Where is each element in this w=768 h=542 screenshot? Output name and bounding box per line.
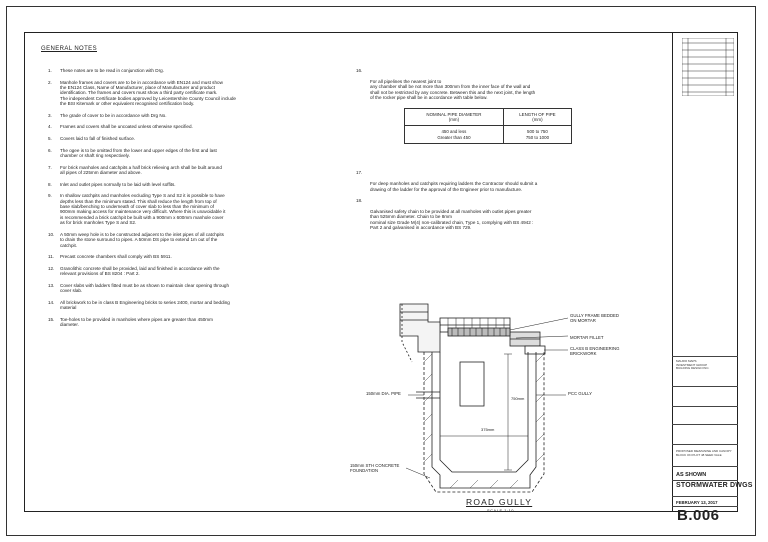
label-pcc-gully: PCC GULLY (568, 391, 593, 396)
rocker-pipe-table (404, 108, 572, 144)
note-number: 12. (48, 265, 55, 271)
note-text: For brick manholes and catchpits a half brick relieving arch shall be built around all pipes of 225mm diameter and above. (60, 164, 222, 175)
table-header-diameter: NOMINAL PIPE DIAMETER (mm) (405, 109, 504, 126)
note-number: 11. (48, 254, 55, 260)
note-item (48, 182, 338, 187)
title-block-divider (672, 480, 738, 481)
note-text: Covers laid to fall of finished surface. (60, 136, 136, 141)
note-number: 9. (48, 193, 52, 199)
note-item (48, 136, 338, 141)
note-number: 14. (48, 299, 55, 305)
note-number: 2. (48, 79, 52, 85)
general-notes-right (356, 68, 652, 231)
title-block-divider (672, 496, 738, 497)
label-foundation: 150mm STH CONCRETE FOUNDATION (350, 463, 400, 473)
note-item (48, 68, 338, 73)
note-item: 17. For deep manholes and catchpits requiring ladders the Contractor should submit a drawing of the ladder for the approval of the Engineer prior to manufacture. (356, 170, 538, 192)
note-item (48, 317, 338, 328)
table-cell-length: 500 to 750 750 to 1000 (503, 126, 571, 143)
note-number: 5. (48, 136, 52, 141)
note-item (48, 113, 338, 118)
note-text: In shallow catchpits and manholes excluding Type S and S2 it is possible to have depths less than the minimum stated. This shall reduce the length from top of base slab/benching to underneath of cover slab to less than the minimum of 900mm making access for maintenance very difficult. Where this is unavoidable it is recommended a brick catchpit be built with a 900mm x 600mm manhole cover as for brick manholes Type S and S2. (60, 193, 226, 226)
general-notes-left (48, 68, 338, 334)
note-text: The grade of cover to be in accordance with Drg No. (60, 112, 167, 118)
note-text: Frames and covers shall be uncoated unless otherwise specified. (60, 124, 193, 130)
note-item (48, 300, 338, 311)
note-number: 6. (48, 147, 52, 153)
title-block (672, 32, 738, 512)
label-width-dimension: 375mm (481, 427, 495, 432)
note-number: 7. (48, 164, 52, 170)
label-mortar-fillet: MORTAR FILLET (570, 335, 604, 340)
revision-table (682, 38, 734, 96)
note-text: Precast concrete chambers shall comply with BS 5911. (60, 254, 172, 260)
note-item (48, 254, 338, 259)
note-text: A 50mm weep hole is to be constructed adjacent to the inlet pipes of all catchpits to drain the stone surround to pipes. A 50mm DS pipe to extend 1m out of the catchpit. (60, 231, 224, 248)
drawing-date: FEBRUARY 13, 2017 (676, 500, 718, 505)
title-block-divider (672, 466, 738, 467)
note-text: Toe-holes to be provided in manholes where pipes are greater than 450mm diameter. (60, 316, 213, 328)
project-name: PROPOSED MEZZANINE AND CANOPY BLOCK ON PLOT 48 SEED VALE (676, 449, 732, 457)
note-item (48, 124, 338, 129)
label-gully-frame: GULLY FRAME BEDDED ON MORTAR (570, 313, 620, 323)
note-item: 18. Galvanised safety chain to be provided at all manholes with outlet pipes greater than 525mm diameter. Chain to be 8mm nominal size Grade M(4) non-calibrated chain, Type 1, complying with BS 4942 : Part 2 and galvanised in accordance with BS 729. (356, 198, 534, 231)
client-name: MAURO MAPS INVESTMENT GROUP BUILDING DESIGN INC. (676, 359, 710, 370)
label-brickwork: CLASS B ENGINEERING BRICKWORK (570, 346, 620, 356)
note-item (48, 80, 338, 107)
general-notes-heading: GENERAL NOTES (41, 46, 97, 52)
drawing-name: STORMWATER DWGS (676, 482, 753, 489)
note-text: These notes are to be read in conjunction with Drg. (60, 68, 164, 73)
note-item (48, 148, 338, 159)
note-item (48, 283, 338, 294)
note-item (48, 232, 338, 248)
title-block-divider (672, 406, 738, 407)
note-number: 10. (48, 231, 55, 237)
label-pipe: 150mm DIA. PIPE (366, 391, 401, 396)
table-cell-diameter: 450 and less Greater than 450 (405, 126, 504, 143)
note-number: 3. (48, 112, 52, 118)
note-text: Cover slabs with ladders fitted must be as shown to maintain clear opening through cover slab. (60, 282, 230, 294)
road-gully-section-drawing (340, 292, 660, 512)
table-header-length: LENGTH OF PIPE (mm) (503, 109, 571, 126)
note-number: 4. (48, 124, 52, 130)
note-text: Inlet and outlet pipes normally to be laid with level soffits. (60, 181, 176, 187)
note-item (48, 266, 338, 277)
drawing-scale: SCALE 1:10 (487, 508, 515, 513)
note-item (48, 193, 338, 225)
note-text: The ogee is to be omitted from the lower and upper edges of the first and last chamber or shaft ring respectively. (60, 147, 217, 158)
note-number: 15. (48, 316, 55, 322)
title-block-divider (672, 356, 738, 357)
note-number: 8. (48, 181, 52, 187)
note-text: All brickwork to be in class B Engineering bricks to series 2400, mortar and bedding material (60, 299, 230, 311)
label-depth-dimension: 750mm (511, 396, 525, 401)
title-block-divider (672, 444, 738, 445)
drawing-title: ROAD GULLY (466, 497, 533, 507)
note-number: 13. (48, 282, 55, 288)
scale-value: AS SHOWN (676, 472, 707, 478)
note-item: 16. For all pipelines the nearest joint to any chamber shall be not more than 300mm from the inner face of the wall and shall not be restricted by any concrete. Between this and the next joint, the length of the rocker pipe shall be in accordance with table below. (356, 68, 536, 101)
note-item (48, 165, 338, 176)
sheet-number: B.006 (677, 507, 720, 524)
title-block-divider (672, 386, 738, 387)
note-text: Granolithic concrete shall be provided, laid and finished in accordance with the relevant provisions of BS 8204 : Part 2. (60, 265, 220, 277)
note-text: Manhole frames and covers are to be in accordance with EN124 and must show the EN124 Class, Name of Manufacturer, place of Manufacturer and product identification. The frames and covers must show a third party certificate mark. The independent Certificate bodies approved by Leicestershire County Council include the BSI Kitemark or other equivalent recognised certification body. (60, 79, 236, 107)
note-number: 1. (48, 68, 52, 73)
title-block-divider (672, 424, 738, 425)
